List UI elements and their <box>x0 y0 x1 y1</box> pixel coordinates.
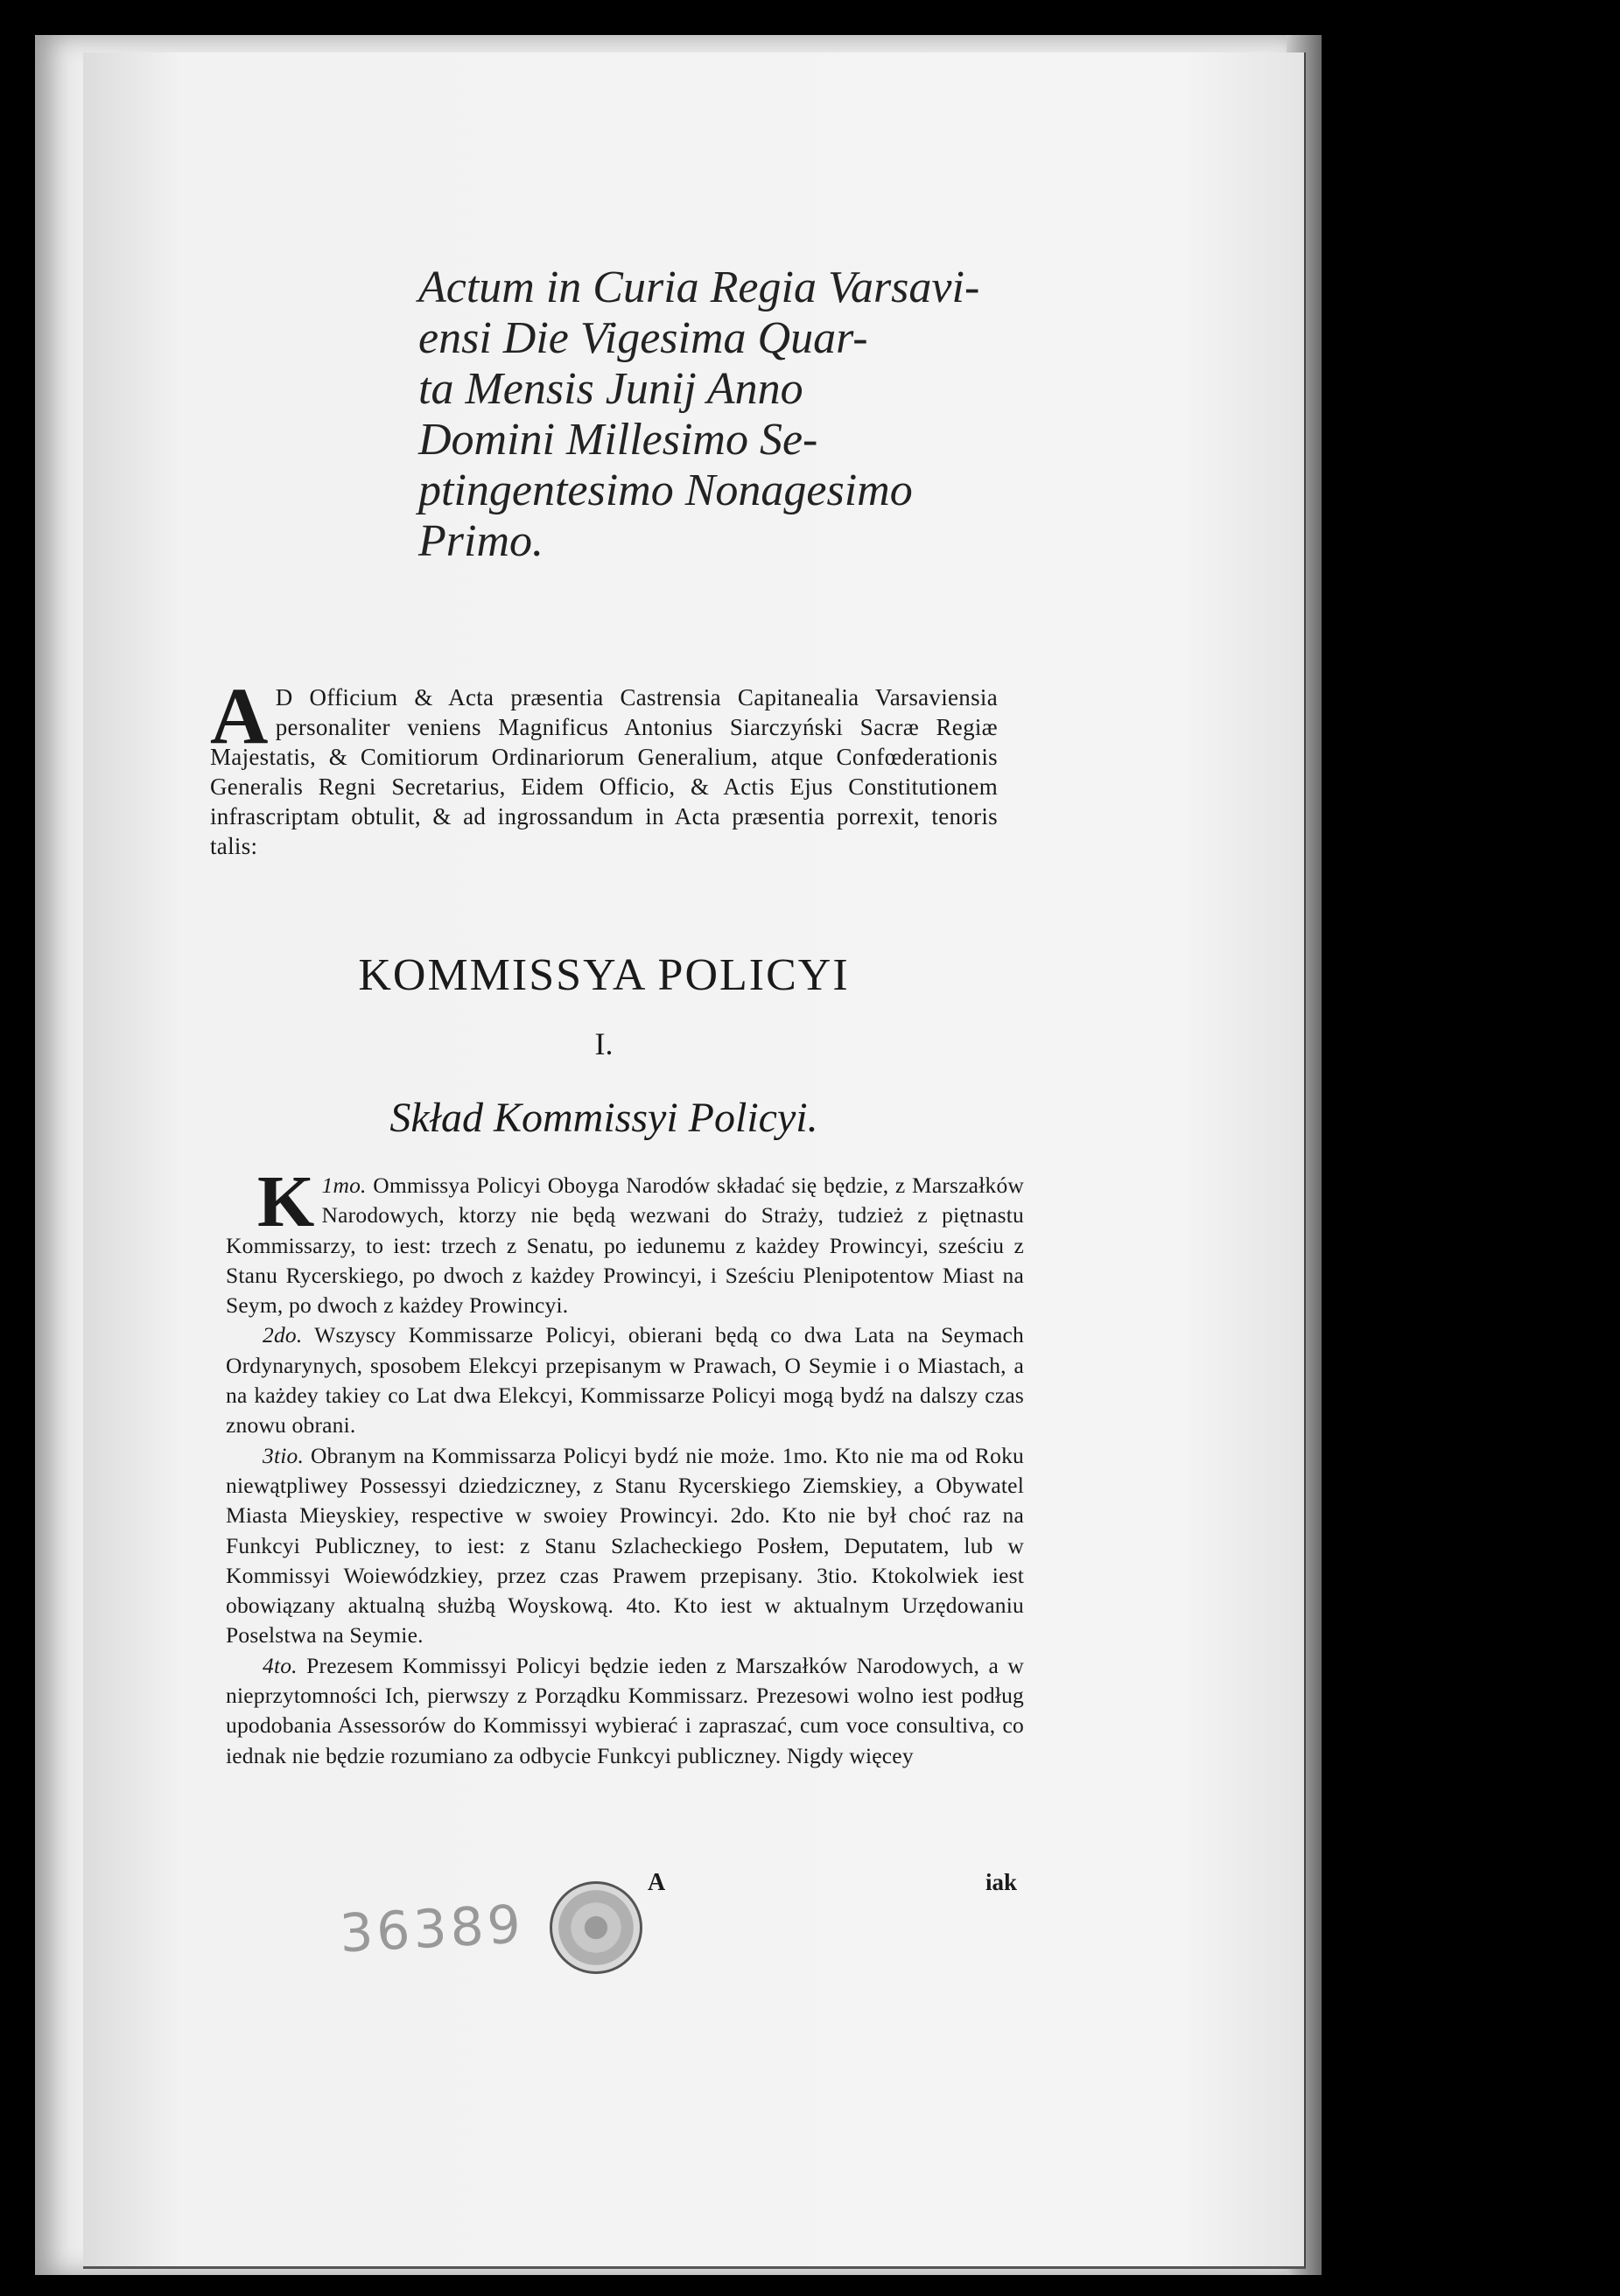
article-number: 3tio. <box>263 1442 305 1468</box>
signature-mark: A <box>648 1869 666 1896</box>
article-number: 2do. <box>263 1322 303 1348</box>
header-line: ta Mensis Junij Anno <box>418 364 803 414</box>
article-text: Ommissya Policyi Oboyga Narodów składać się będzie, z Marszałków Narodowych, ktorzy nie będą wezwani do Straży, tudzież z piętnastu Kommissarzy, to iest: trzech z Senatu, po iedunemu z każdey Prowincyi, sześciu z Stanu Rycerskiego, po dwoch z każdey Prowincyi, i Sześciu Plenipotentow Miast na Seym, po dwoch z każdey Prowincyi. <box>226 1172 1025 1319</box>
catchword: iak <box>985 1869 1018 1895</box>
article-paragraph <box>226 1320 1024 1440</box>
handwritten-shelfmark: 36389 <box>338 1894 526 1965</box>
library-stamp <box>550 1881 642 1974</box>
header-line: Domini Millesimo Se- <box>418 415 818 465</box>
body-text <box>226 1161 1025 1771</box>
article-number: 4to. <box>263 1652 298 1678</box>
article-paragraph <box>226 1161 1025 1320</box>
article-number: 1mo. <box>321 1172 367 1198</box>
drop-cap: K <box>257 1161 315 1242</box>
header-line: ptingentesimo Nonagesimo <box>418 466 913 515</box>
article-paragraph <box>226 1441 1024 1651</box>
article-text: Wszyscy Kommissarze Policyi, obierani będą co dwa Lata na Seymach Ordynarynych, sposobem Elekcyi przepisanym w Prawach, O Seymie i o Miastach, a na każdey takiey co Lat dwa Elekcyi, Kommissarze Policyi mogą bydź na dalszy czas znowu obrani. <box>226 1322 1024 1438</box>
document-title: KOMMISSYA POLICYI <box>358 950 850 1000</box>
drop-cap: A <box>210 671 269 760</box>
section-number: I. <box>594 1026 614 1061</box>
section-title: Skład Kommissyi Policyi. <box>389 1095 818 1141</box>
header-line: Primo. <box>418 516 544 566</box>
header-line: Actum in Curia Regia Varsavi- <box>418 262 980 312</box>
article-text: Obranym na Kommissarza Policyi bydź nie może. 1mo. Kto nie ma od Roku niewątpliwey Possessyi dziedziczney, z Stanu Rycerskiego Ziemskiey, a Obywatel Miasta Mieyskiey, respective w swoiey Prowincyi. 2do. Kto nie był choć raz na Funkcyi Publiczney, to iest: z Stanu Szlacheckiego Posłem, Deputatem, lub w Kommissyi Woiewódzkiey, przez czas Prawem przepisany. 3tio. Ktokolwiek iest obowiązany aktualną służbą Woyskową. 4to. Kto iest w aktualnym Urzędowaniu Poselstwa na Seymie. <box>226 1442 1024 1648</box>
header-line: ensi Die Vigesima Quar- <box>418 313 868 363</box>
header-latin <box>418 262 987 567</box>
article-paragraph <box>226 1651 1024 1771</box>
article-text: Prezesem Kommissyi Policyi będzie ieden z Marszałków Narodowych, a w nieprzytomności Ich, pierwszy z Porządku Kommissarz. Prezesowi wolno iest podług upodobania Assessorów do Kommissyi wybierać i zapraszać, cum voce consultiva, co iednak nie będzie rozumiano za odbycie Funkcyi publiczney. Nigdy więcey <box>226 1652 1024 1768</box>
intro-text: D Officium & Acta præsentia Castrensia Capitanealia Varsaviensia personaliter veniens Magnificus Antonius Siarczyński Sacræ Regiæ Majestatis, & Comitiorum Ordinariorum Generalium, atque Confœderationis Generalis Regni Secretarius, Eidem Officio, & Actis Ejus Constitutionem infrascriptam obtulit, & ad ingrossandum in Acta præsentia porrexit, tenoris talis: <box>210 684 998 859</box>
intro-paragraph <box>210 671 998 861</box>
